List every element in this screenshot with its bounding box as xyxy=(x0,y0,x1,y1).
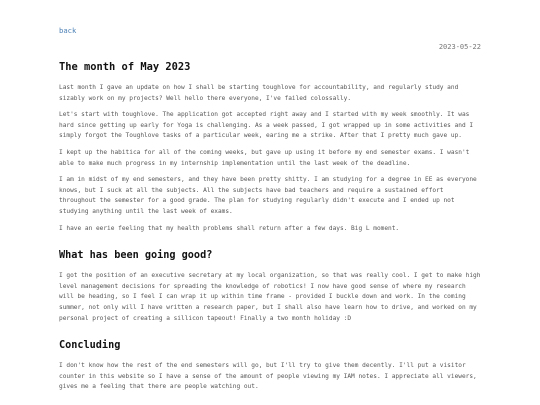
section-paragraph-concluding: I don't know how the rest of the end semesters will go, but I'll try to give them decently. I'll put a visitor counter in this website so I have a sense of the amount of people viewing my IAM notes. I appreciate all viewers, gives me a feeling that there are people watching out. xyxy=(59,362,477,391)
intro-paragraph: Let's start with toughlove. The application got accepted right away and I started with my week smoothly. It was hard since getting up early for Yoga is challenging. As a week passed, I got wrapped up in some activities and I simply forgot the Toughlove tasks of a particular week, earing me a strike. After that I pretty much gave up. xyxy=(59,111,474,140)
intro-paragraph: I kept up the habitica for all of the coming weeks, but gave up using it before my end semester exams. I wasn't able to make much progress in my internship implementation until the last week of the deadline. xyxy=(59,148,470,167)
back-link[interactable]: back xyxy=(59,26,77,35)
post-title: The month of May 2023 xyxy=(59,61,191,73)
section-heading-going-good: What has been going good? xyxy=(59,250,213,262)
intro-paragraph: I am in midst of my end semesters, and they have been pretty shitty. I am studying for a degree in EE as everyone knows, but I suck at all the subjects. All the subjects have bad teachers and require a sustained effort throughout the semester for a good grade. The plan for studying regularly didn't execute and I ended up not studying anything until the last week of exams. xyxy=(59,176,477,215)
post-content xyxy=(59,61,481,399)
intro-paragraph: Last month I gave an update on how I shall be starting toughlove for accountability, and regularly study and sizably work on my projects? Well hello there everyone, I've failed colossally. xyxy=(59,84,459,102)
intro-paragraph: I have an eerie feeling that my health problems shall return after a few days. Big L moment. xyxy=(59,224,400,232)
post-date: 2023-05-22 xyxy=(438,43,481,51)
section-heading-concluding: Concluding xyxy=(59,340,121,352)
section-paragraph-going-good: I got the position of an executive secretary at my local organization, so that was really cool. I get to make high level management decisions for spreading the knowledge of robotics! I now have good sense of where my research will be heading, so I feel I can wrap it up within time frame - provided I buckle down and work. In the coming summer, not only will I have written a research paper, but I shall also have learn how to drive, and worked on my personal project of creating a sillicon tapeout! Finally a two month holiday :D xyxy=(59,272,481,322)
